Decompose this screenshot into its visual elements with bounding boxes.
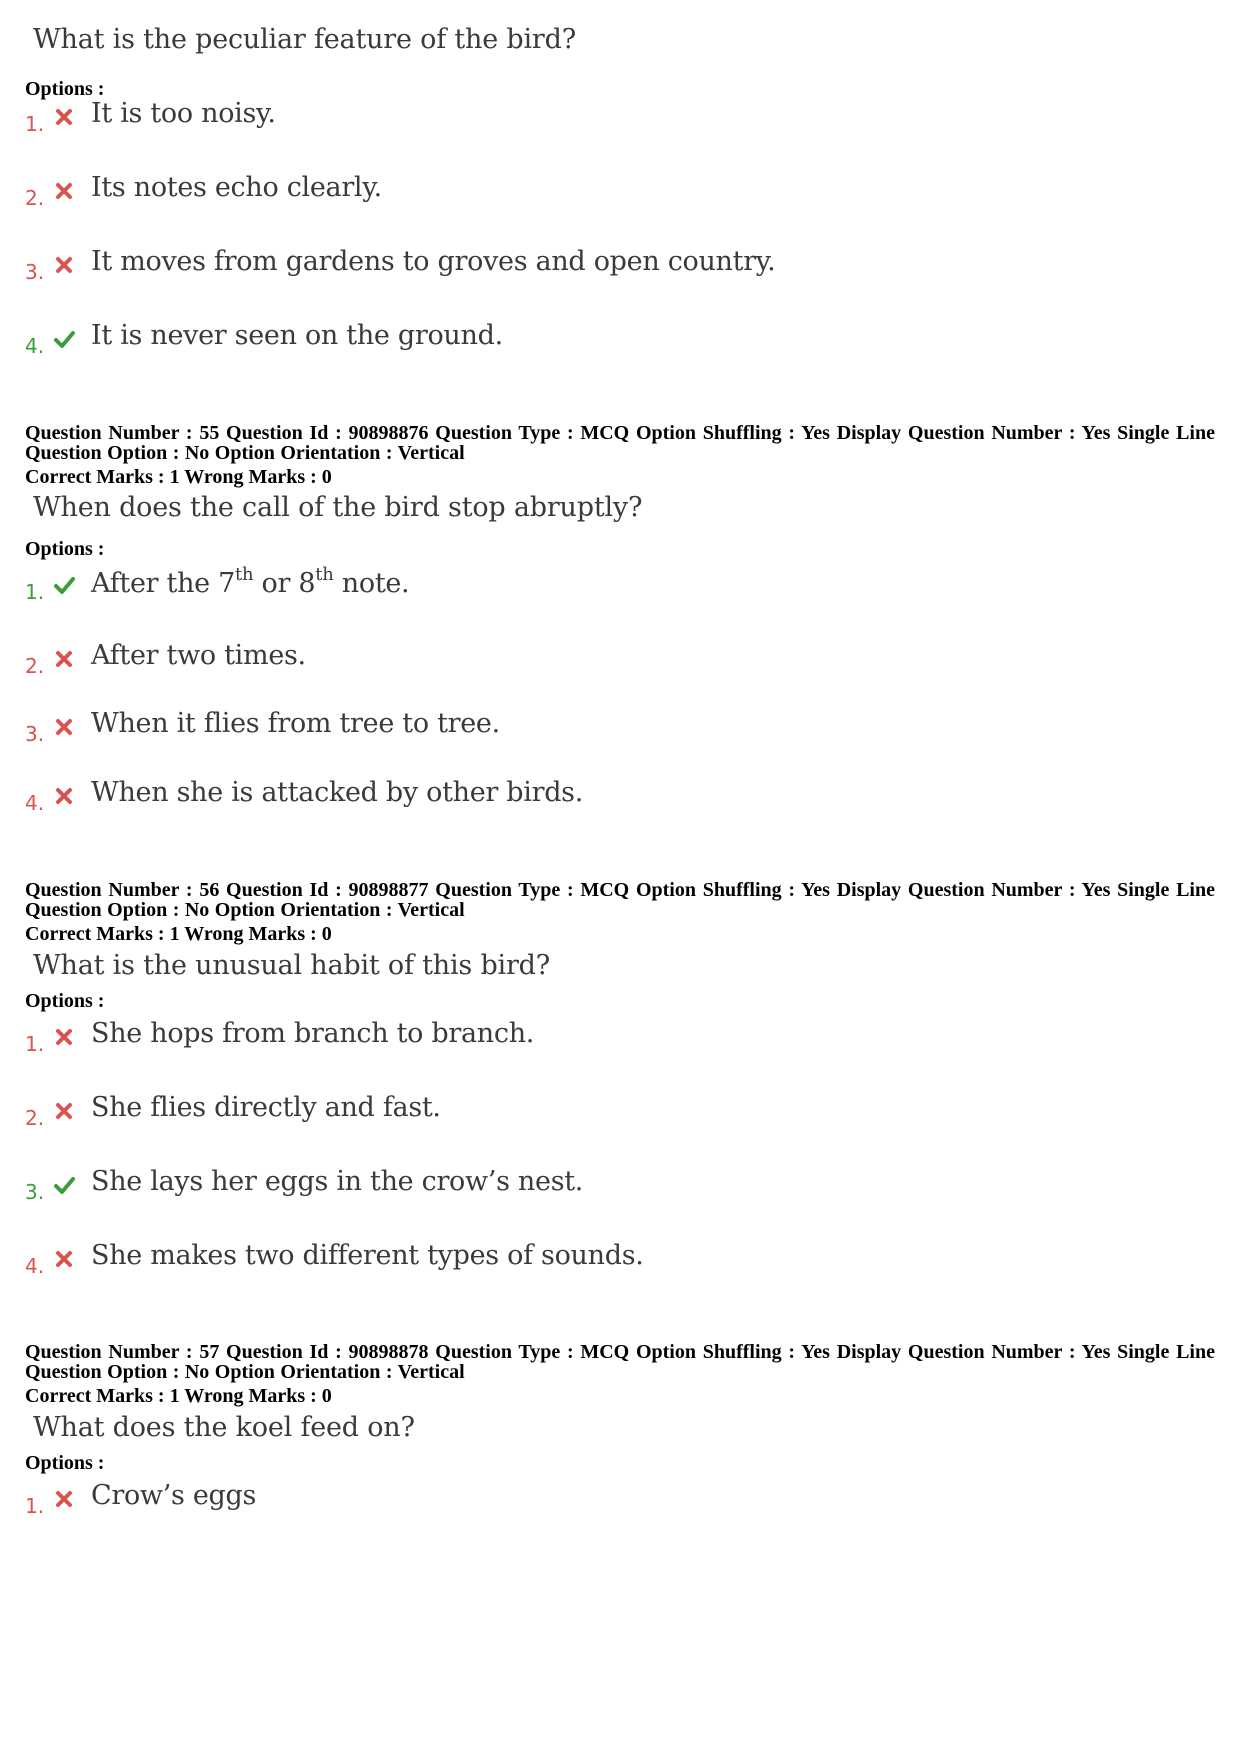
option-number: 3. xyxy=(25,722,45,746)
cross-icon xyxy=(53,648,75,670)
option-text-part: note. xyxy=(333,568,410,599)
cross-icon xyxy=(53,785,75,807)
question-text: What does the koel feed on? xyxy=(33,1412,415,1443)
option-number: 2. xyxy=(25,1106,45,1130)
check-icon xyxy=(53,1174,75,1196)
marks-info: Correct Marks : 1 Wrong Marks : 0 xyxy=(25,466,332,488)
question-text: What is the peculiar feature of the bird? xyxy=(33,24,576,55)
option-text: Its notes echo clearly. xyxy=(91,172,382,203)
options-label: Options : xyxy=(25,538,105,560)
option-text: She flies directly and fast. xyxy=(91,1092,441,1123)
options-label: Options : xyxy=(25,990,105,1012)
option-text: When she is attacked by other birds. xyxy=(91,777,584,808)
cross-icon xyxy=(53,1100,75,1122)
option-text: It is never seen on the ground. xyxy=(91,320,503,351)
cross-icon xyxy=(53,1488,75,1510)
marks-info: Correct Marks : 1 Wrong Marks : 0 xyxy=(25,923,332,945)
question-meta: Question Number : 55 Question Id : 90898876 Question Type : MCQ Option Shuffling : Yes Display Question Number : Yes Single Line Question Option : No Option Orientation : Vertical xyxy=(25,422,1215,464)
check-icon xyxy=(53,574,75,596)
option-number: 1. xyxy=(25,1032,45,1056)
option-text xyxy=(91,566,409,599)
question-text: What is the unusual habit of this bird? xyxy=(33,950,551,981)
question-text: When does the call of the bird stop abruptly? xyxy=(33,492,643,523)
option-number: 1. xyxy=(25,580,45,604)
option-text: She lays her eggs in the crow’s nest. xyxy=(91,1166,584,1197)
check-icon xyxy=(53,328,75,350)
cross-icon xyxy=(53,180,75,202)
question-meta: Question Number : 56 Question Id : 90898877 Question Type : MCQ Option Shuffling : Yes Display Question Number : Yes Single Line Question Option : No Option Orientation : Vertical xyxy=(25,879,1215,921)
option-number: 2. xyxy=(25,654,45,678)
option-text: She hops from branch to branch. xyxy=(91,1018,535,1049)
question-meta: Question Number : 57 Question Id : 90898878 Question Type : MCQ Option Shuffling : Yes Display Question Number : Yes Single Line Question Option : No Option Orientation : Vertical xyxy=(25,1341,1215,1383)
option-text: When it flies from tree to tree. xyxy=(91,708,500,739)
cross-icon xyxy=(53,1248,75,1270)
cross-icon xyxy=(53,1026,75,1048)
option-text: It moves from gardens to groves and open country. xyxy=(91,246,776,277)
option-text: Crow’s eggs xyxy=(91,1480,257,1511)
option-number: 4. xyxy=(25,334,45,358)
cross-icon xyxy=(53,254,75,276)
option-number: 2. xyxy=(25,186,45,210)
cross-icon xyxy=(53,716,75,738)
option-text: It is too noisy. xyxy=(91,98,276,129)
options-label: Options : xyxy=(25,1452,105,1474)
option-text: After two times. xyxy=(91,640,306,671)
option-text-part: After the 7 xyxy=(91,568,236,599)
option-number: 1. xyxy=(25,112,45,136)
options-label: Options : xyxy=(25,78,105,100)
marks-info: Correct Marks : 1 Wrong Marks : 0 xyxy=(25,1385,332,1407)
option-number: 1. xyxy=(25,1494,45,1518)
option-number: 4. xyxy=(25,1254,45,1278)
option-number: 3. xyxy=(25,1180,45,1204)
option-text: She makes two different types of sounds. xyxy=(91,1240,644,1271)
ordinal-suffix: th xyxy=(235,564,254,585)
ordinal-suffix: th xyxy=(315,564,334,585)
option-number: 4. xyxy=(25,791,45,815)
cross-icon xyxy=(53,106,75,128)
option-number: 3. xyxy=(25,260,45,284)
option-text-part: or 8 xyxy=(253,568,316,599)
